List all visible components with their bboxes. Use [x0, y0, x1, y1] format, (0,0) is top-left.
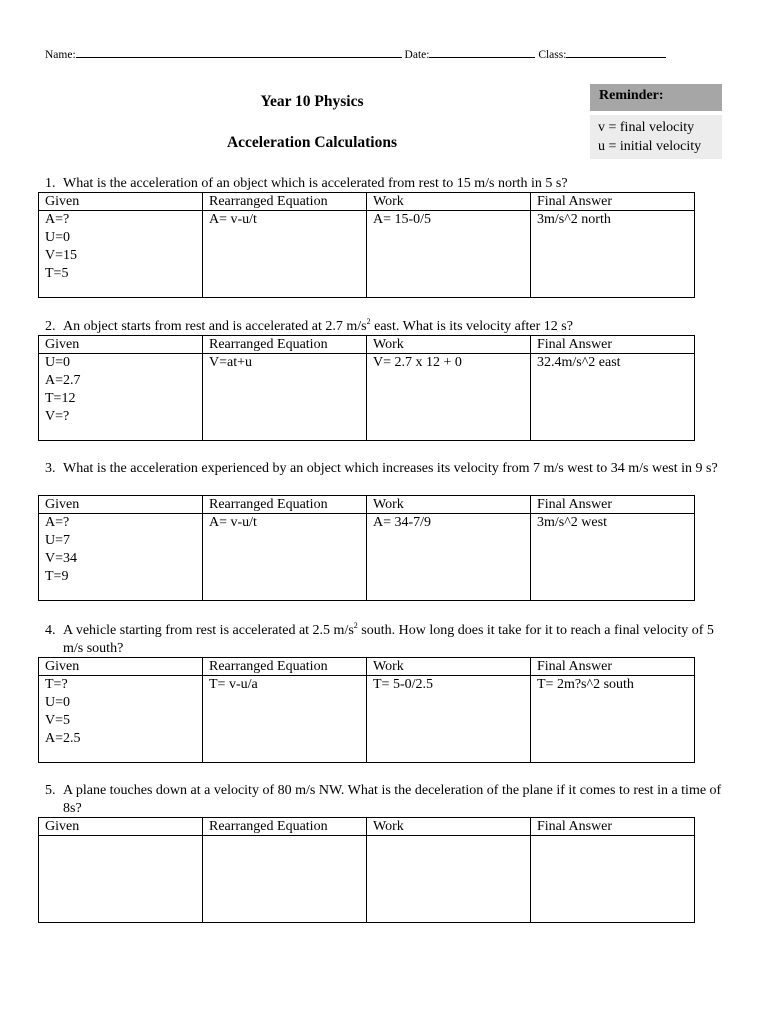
date-field[interactable] — [429, 46, 535, 58]
given-value: U=0 — [45, 230, 71, 245]
reminder-box — [590, 115, 722, 159]
given-value: A=? — [45, 212, 70, 227]
question-4 — [45, 622, 735, 658]
equation-cell[interactable] — [203, 211, 367, 298]
column-header-answer: Final Answer — [531, 336, 695, 354]
class-field[interactable] — [566, 46, 666, 58]
column-header-work: Work — [367, 193, 531, 211]
class-label: Class: — [538, 49, 567, 61]
equation-cell[interactable] — [203, 676, 367, 763]
given-cell[interactable] — [39, 514, 203, 601]
page-title: Year 10 Physics — [260, 93, 364, 110]
column-header-equation: Rearranged Equation — [203, 336, 367, 354]
given-value: T=? — [45, 677, 68, 692]
work-value: A= 34-7/9 — [373, 515, 432, 530]
column-header-given: Given — [39, 193, 203, 211]
given-cell[interactable] — [39, 211, 203, 298]
given-value: U=0 — [45, 695, 71, 710]
answer-cell[interactable] — [531, 211, 695, 298]
question-number: 5. — [45, 783, 56, 798]
column-header-given: Given — [39, 818, 203, 836]
question-3 — [45, 460, 735, 478]
reminder-line: u = initial velocity — [598, 139, 702, 154]
answer-cell[interactable] — [531, 514, 695, 601]
question-text — [45, 622, 735, 658]
work-value: T= 5-0/2.5 — [373, 677, 433, 692]
table-header-row — [39, 658, 695, 676]
question-1 — [45, 175, 735, 193]
work-cell[interactable] — [367, 836, 531, 923]
table-row — [39, 836, 695, 923]
column-header-equation: Rearranged Equation — [203, 818, 367, 836]
work-value: A= 15-0/5 — [373, 212, 432, 227]
equation-value: V=at+u — [209, 355, 253, 370]
name-label: Name: — [45, 49, 76, 61]
given-value: U=0 — [45, 355, 71, 370]
answer-table-5 — [38, 817, 695, 923]
work-cell[interactable] — [367, 676, 531, 763]
given-cell[interactable] — [39, 836, 203, 923]
answer-value: 3m/s^2 west — [537, 515, 607, 530]
question-number: 1. — [45, 176, 56, 191]
given-value: V=? — [45, 409, 70, 424]
answer-value: 3m/s^2 north — [537, 212, 611, 227]
column-header-answer: Final Answer — [531, 818, 695, 836]
column-header-given: Given — [39, 336, 203, 354]
equation-cell[interactable] — [203, 836, 367, 923]
superscript: 2 — [366, 317, 371, 326]
reminder-heading: Reminder: — [590, 84, 722, 111]
date-label: Date: — [404, 49, 430, 61]
answer-value: 32.4m/s^2 east — [537, 355, 621, 370]
given-value: V=5 — [45, 713, 71, 728]
answer-cell[interactable] — [531, 354, 695, 441]
question-number: 2. — [45, 319, 56, 334]
given-value: U=7 — [45, 533, 71, 548]
table-row — [39, 676, 695, 763]
given-value: V=34 — [45, 551, 78, 566]
question-text: A plane touches down at a velocity of 80 m/s NW. What is the deceleration of the plane if it comes to rest in a time of 8s? — [63, 783, 722, 816]
work-cell[interactable] — [367, 514, 531, 601]
question-number: 3. — [45, 461, 56, 476]
question-text-part: An object starts from rest and is accelerated at 2.7 m/s — [63, 319, 367, 334]
work-value: V= 2.7 x 12 + 0 — [373, 355, 462, 370]
given-value: A=2.5 — [45, 731, 81, 746]
question-text-part: A vehicle starting from rest is accelerated at 2.5 m/s — [63, 623, 354, 638]
equation-value: A= v-u/t — [209, 212, 257, 227]
column-header-equation: Rearranged Equation — [203, 193, 367, 211]
page-subtitle: Acceleration Calculations — [226, 134, 398, 151]
superscript: 2 — [353, 621, 358, 630]
question-2 — [45, 318, 735, 336]
column-header-equation: Rearranged Equation — [203, 496, 367, 514]
student-info-line — [45, 46, 666, 61]
question-text — [45, 318, 735, 336]
given-cell[interactable] — [39, 354, 203, 441]
equation-value: T= v-u/a — [209, 677, 258, 692]
name-field[interactable] — [76, 46, 402, 58]
column-header-work: Work — [367, 818, 531, 836]
column-header-given: Given — [39, 496, 203, 514]
question-text-part: south. How long does it take for it to reach a final velocity of 5 m/s south? — [63, 623, 714, 656]
question-text: What is the acceleration of an object which is accelerated from rest to 15 m/s north in 5 s? — [63, 176, 568, 191]
table-row — [39, 514, 695, 601]
given-value: T=5 — [45, 266, 69, 281]
answer-table-1 — [38, 192, 695, 298]
column-header-work: Work — [367, 496, 531, 514]
table-header-row — [39, 336, 695, 354]
question-text: What is the acceleration experienced by an object which increases its velocity from 7 m/s west to 34 m/s west in 9 s? — [63, 461, 718, 476]
answer-table-2 — [38, 335, 695, 441]
table-row — [39, 354, 695, 441]
table-header-row — [39, 193, 695, 211]
work-cell[interactable] — [367, 211, 531, 298]
given-value: T=9 — [45, 569, 69, 584]
column-header-work: Work — [367, 658, 531, 676]
answer-table-4 — [38, 657, 695, 763]
column-header-answer: Final Answer — [531, 193, 695, 211]
given-value: A=2.7 — [45, 373, 81, 388]
column-header-given: Given — [39, 658, 203, 676]
table-row — [39, 211, 695, 298]
answer-table-3 — [38, 495, 695, 601]
question-number: 4. — [45, 623, 56, 638]
answer-cell[interactable] — [531, 836, 695, 923]
given-cell[interactable] — [39, 676, 203, 763]
table-header-row — [39, 496, 695, 514]
column-header-work: Work — [367, 336, 531, 354]
answer-cell[interactable] — [531, 676, 695, 763]
work-cell[interactable] — [367, 354, 531, 441]
answer-value: T= 2m?s^2 south — [537, 677, 634, 692]
equation-cell[interactable] — [203, 514, 367, 601]
reminder-line: v = final velocity — [598, 120, 695, 135]
table-header-row — [39, 818, 695, 836]
column-header-answer: Final Answer — [531, 496, 695, 514]
question-5 — [45, 782, 735, 818]
given-value: A=? — [45, 515, 70, 530]
given-value: V=15 — [45, 248, 78, 263]
column-header-equation: Rearranged Equation — [203, 658, 367, 676]
given-value: T=12 — [45, 391, 76, 406]
question-text-part: east. What is its velocity after 12 s? — [370, 319, 573, 334]
column-header-answer: Final Answer — [531, 658, 695, 676]
equation-cell[interactable] — [203, 354, 367, 441]
equation-value: A= v-u/t — [209, 515, 257, 530]
